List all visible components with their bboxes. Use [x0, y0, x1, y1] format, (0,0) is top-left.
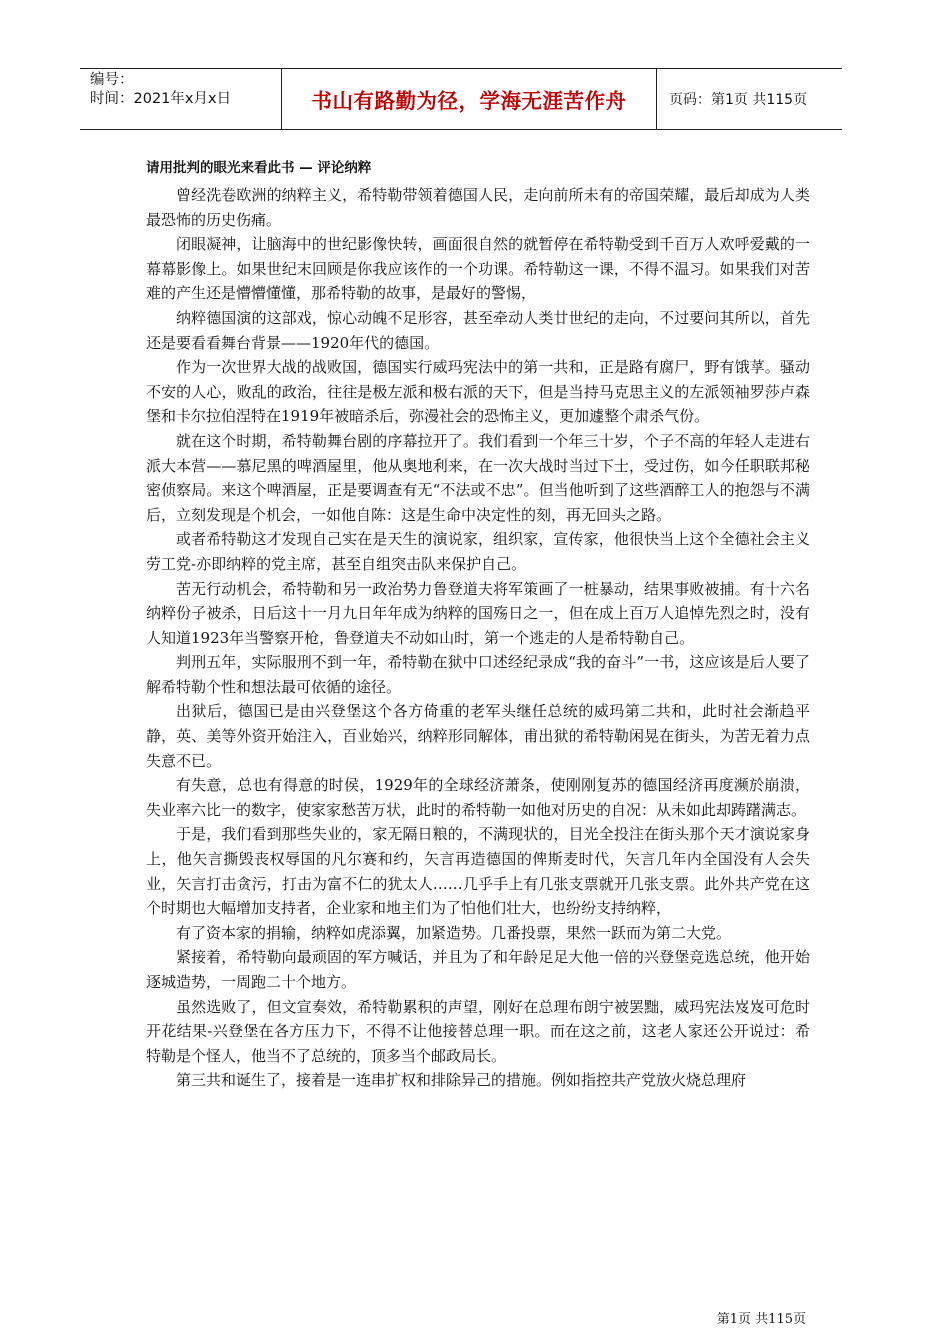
article-title: 请用批判的眼光来看此书 — 评论纳粹 — [146, 160, 372, 176]
paragraph: 虽然选败了，但文宣奏效，希特勒累积的声望，刚好在总理布朗宁被罢黜，威玛宪法岌岌可危时开花结果-兴登堡在各方压力下，不得不让他接替总理一职。而在这之前，这老人家还公开说过：希特勒是个怪人，他当不了总统的，顶多当个邮政局长。 — [146, 997, 810, 1065]
paragraph: 于是，我们看到那些失业的，家无隔日粮的，不满现状的，目光全投注在街头那个天才演说家身上，他矢言撕毁丧权辱国的凡尔赛和约，矢言再造德国的俾斯麦时代，矢言几年内全国没有人会失业，矢言打击贪污，打击为富不仁的犹太人……几乎手上有几张支票就开几张支票。此外共产党在这个时期也大幅增加支持者，企业家和地主们为了怕他们壮大，也纷纷支持纳粹， — [146, 825, 810, 918]
paragraph: 紧接着，希特勒向最顽固的军方喊话，并且为了和年龄足足大他一倍的兴登堡竞选总统，他开始逐城造势，一周跑二十个地方。 — [146, 948, 810, 991]
header-page-label: 页码：第1页 共115页 — [669, 92, 808, 108]
article-body — [146, 156, 810, 1093]
header-motto: 书山有路勤为径，学海无涯苦作舟 — [282, 69, 657, 129]
header-meta — [80, 69, 282, 129]
paragraph: 纳粹德国演的这部戏，惊心动魄不足形容，甚至牵动人类廿世纪的走向，不过要问其所以，首先还是要看看舞台背景——1920年代的德国。 — [146, 308, 810, 352]
paragraph: 作为一次世界大战的战败国，德国实行威玛宪法中的第一共和，正是路有腐尸，野有饿莩。骚动不安的人心，败乱的政治，往往是极左派和极右派的天下，但是当持马克思主义的左派领袖罗莎卢森堡和卡尔拉伯涅特在1919年被暗杀后，弥漫社会的恐怖主义，更加遽整个肃杀气份。 — [146, 358, 810, 426]
paragraph: 曾经洗卷欧洲的纳粹主义，希特勒带领着德国人民，走向前所未有的帝国荣耀，最后却成为人类最恐怖的历史伤痛。 — [146, 186, 810, 229]
time-label: 时间：2021年x月x日 — [90, 91, 232, 107]
paragraph: 判刑五年，实际服刑不到一年，希特勒在狱中口述经纪录成“我的奋斗”一书，这应该是后人要了解希特勒个性和想法最可依循的途径。 — [146, 653, 810, 696]
paragraph: 有了资本家的捐输，纳粹如虎添翼，加紧造势。几番投票，果然一跃而为第二大党。 — [176, 923, 732, 942]
page-header — [80, 68, 842, 130]
paragraph: 第三共和诞生了，接着是一连串扩权和排除异己的措施。例如指控共产党放火烧总理府 — [176, 1071, 747, 1090]
paragraph: 或者希特勒这才发现自己实在是天生的演说家，组织家，宣传家，他很快当上这个全德社会主义劳工党-亦即纳粹的党主席，甚至自组突击队来保护自己。 — [146, 530, 810, 573]
paragraph: 就在这个时期，希特勒舞台剧的序幕拉开了。我们看到一个年三十岁，个子不高的年轻人走进右派大本营——慕尼黑的啤酒屋里，他从奥地利来，在一次大战时当过下士，受过伤，如今任职联邦秘密侦察局。来这个啤酒屋，正是要调查有无“不法或不忠”。但当他听到了这些酒醉工人的抱怨与不满后，立刻发现是个机会，一如他自陈：这是生命中决定性的刻，再无回头之路。 — [146, 431, 810, 524]
number-label: 编号： — [90, 72, 134, 88]
page-footer: 第1页 共115页 — [716, 1312, 806, 1327]
paragraph: 闭眼凝神，让脑海中的世纪影像快转，画面很自然的就暂停在希特勒受到千百万人欢呼爱戴的一幕幕影像上。如果世纪末回顾是你我应该作的一个功课。希特勒这一课，不得不温习。如果我们对苦难的产生还是懵懵懂懂，那希特勒的故事，是最好的警惕， — [146, 235, 810, 303]
paragraph: 苦无行动机会，希特勒和另一政治势力鲁登道夫将军策画了一桩暴动，结果事败被捕。有十六名纳粹份子被杀，日后这十一月九日年年成为纳粹的国殇日之一，但在成上百万人追悼先烈之时，没有人知道1923年当警察开枪，鲁登道夫不动如山时，第一个逃走的人是希特勒自己。 — [146, 579, 810, 647]
paragraph: 出狱后，德国已是由兴登堡这个各方倚重的老军头继任总统的威玛第二共和，此时社会渐趋平静，英、美等外资开始注入，百业始兴，纳粹形同解体，甫出狱的希特勒闲晃在街头，为苦无着力点失意不已。 — [146, 702, 810, 770]
paragraph: 有失意，总也有得意的时侯，1929年的全球经济萧条，使刚刚复苏的德国经济再度濒於崩溃，失业率六比一的数字，使家家愁苦万状，此时的希特勒一如他对历史的自况：从未如此却踌躇满志。 — [146, 776, 810, 819]
